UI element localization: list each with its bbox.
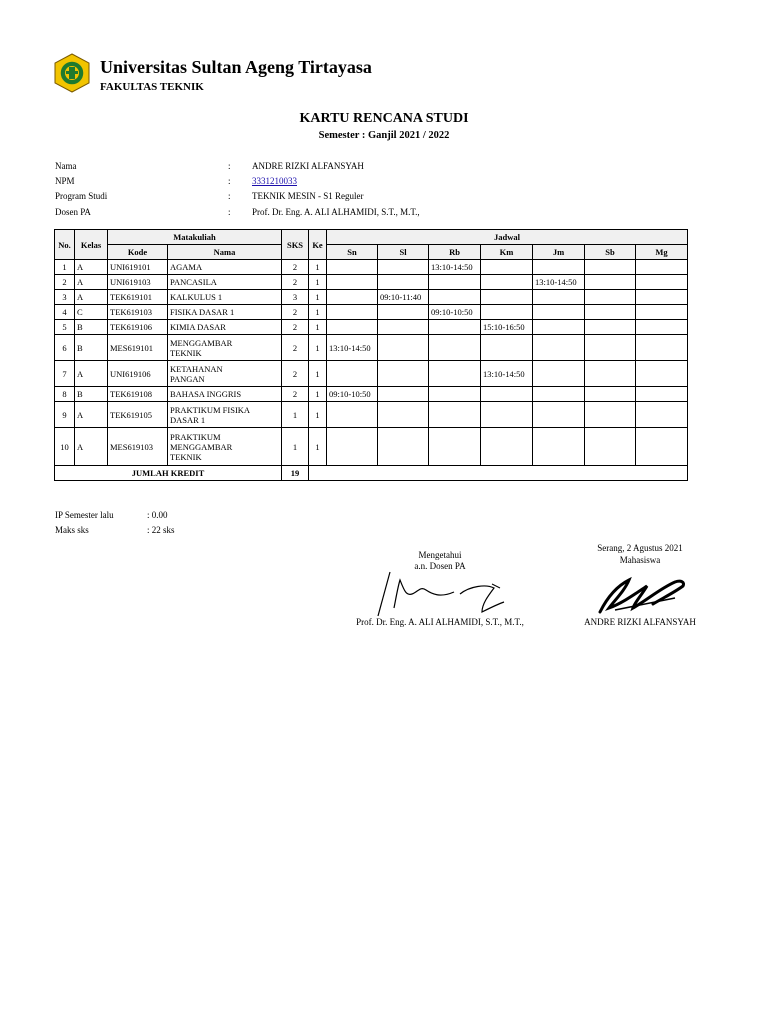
- header-sks: SKS: [282, 230, 309, 260]
- cell-nama: [168, 290, 282, 305]
- table-row: [55, 260, 688, 275]
- course-name-line: PANGAN: [170, 373, 205, 384]
- cell-jadwal: [585, 275, 636, 290]
- sig-right-line2: Mahasiswa: [619, 555, 661, 565]
- cell-jadwal: [481, 275, 533, 290]
- header-kelas: Kelas: [75, 230, 108, 260]
- cell-sks: 2: [282, 320, 309, 335]
- cell-no: 3: [55, 290, 75, 305]
- cell-ke: 1: [309, 402, 327, 428]
- cell-jadwal: [636, 260, 688, 275]
- cell-jadwal: [327, 428, 378, 466]
- cell-jadwal: [327, 361, 378, 387]
- cell-jadwal: [429, 402, 481, 428]
- table-row: [55, 275, 688, 290]
- cell-jadwal: [481, 260, 533, 275]
- cell-jadwal: [378, 320, 429, 335]
- cell-jadwal: [585, 387, 636, 402]
- cell-ke: 1: [309, 361, 327, 387]
- cell-jadwal: [481, 290, 533, 305]
- cell-jadwal: [481, 387, 533, 402]
- header-day: Km: [481, 245, 533, 260]
- cell-nama: [168, 320, 282, 335]
- dosen-pa: Prof. Dr. Eng. A. ALI ALHAMIDI, S.T., M.T.,: [252, 206, 420, 217]
- cell-jadwal: [481, 402, 533, 428]
- cell-ke: 1: [309, 305, 327, 320]
- cell-no: 1: [55, 260, 75, 275]
- header-day: Jm: [533, 245, 585, 260]
- cell-ke: 1: [309, 335, 327, 361]
- cell-jadwal: [636, 402, 688, 428]
- cell-kelas: A: [75, 428, 108, 466]
- table-row: [55, 320, 688, 335]
- total-credit-label: JUMLAH KREDIT: [55, 466, 282, 481]
- table-row: [55, 387, 688, 402]
- cell-kode: TEK619106: [108, 320, 168, 335]
- dosen-signature-icon: [370, 568, 510, 618]
- cell-jadwal: 09:10-11:40: [378, 290, 429, 305]
- course-name-line: DASAR 1: [170, 414, 206, 425]
- cell-jadwal: [636, 361, 688, 387]
- cell-jadwal: [636, 290, 688, 305]
- sig-right-name: ANDRE RIZKI ALFANSYAH: [584, 617, 696, 627]
- table-row: [55, 402, 688, 428]
- cell-jadwal: [429, 428, 481, 466]
- header-day: Mg: [636, 245, 688, 260]
- header-kode: Kode: [108, 245, 168, 260]
- cell-sks: 1: [282, 428, 309, 466]
- cell-jadwal: [585, 260, 636, 275]
- cell-jadwal: [429, 275, 481, 290]
- cell-jadwal: [533, 260, 585, 275]
- cell-jadwal: [585, 335, 636, 361]
- cell-jadwal: [585, 320, 636, 335]
- extra-row-ip: [55, 507, 175, 522]
- course-name-line: BAHASA INGGRIS: [170, 389, 242, 399]
- course-name-line: TEKNIK: [170, 347, 202, 358]
- header-day: Sn: [327, 245, 378, 260]
- cell-ke: 1: [309, 260, 327, 275]
- cell-nama: [168, 275, 282, 290]
- cell-no: 8: [55, 387, 75, 402]
- cell-jadwal: [378, 275, 429, 290]
- student-name: ANDRE RIZKI ALFANSYAH: [252, 160, 364, 171]
- cell-jadwal: [636, 275, 688, 290]
- cell-jadwal: 09:10-10:50: [429, 305, 481, 320]
- table-row: [55, 428, 688, 466]
- cell-jadwal: [327, 320, 378, 335]
- cell-no: 9: [55, 402, 75, 428]
- extra-info: [55, 507, 175, 537]
- cell-sks: 2: [282, 361, 309, 387]
- cell-jadwal: [585, 290, 636, 305]
- cell-jadwal: [636, 320, 688, 335]
- cell-jadwal: [533, 361, 585, 387]
- info-label: NPM: [55, 175, 75, 186]
- cell-kelas: C: [75, 305, 108, 320]
- cell-sks: 2: [282, 335, 309, 361]
- cell-no: 2: [55, 275, 75, 290]
- semester-label: Semester : Ganjil 2021 / 2022: [318, 130, 450, 141]
- course-name-line: MENGGAMBAR: [170, 441, 233, 452]
- cell-sks: 2: [282, 260, 309, 275]
- header-day: Sb: [585, 245, 636, 260]
- document-title: KARTU RENCANA STUDI: [299, 111, 469, 126]
- cell-jadwal: [481, 428, 533, 466]
- cell-jadwal: 13:10-14:50: [533, 275, 585, 290]
- info-colon: :: [228, 160, 231, 171]
- cell-jadwal: [327, 260, 378, 275]
- sig-right-line1: Serang, 2 Agustus 2021: [597, 543, 683, 553]
- cell-kode: TEK619101: [108, 290, 168, 305]
- course-name-line: KETAHANAN: [170, 363, 223, 374]
- cell-jadwal: [429, 387, 481, 402]
- header-jadwal: Jadwal: [327, 230, 688, 245]
- cell-kode: TEK619103: [108, 305, 168, 320]
- course-name-line: MENGGAMBAR: [170, 337, 233, 348]
- cell-nama: [168, 305, 282, 320]
- university-seal-icon: [52, 53, 92, 93]
- cell-sks: 2: [282, 305, 309, 320]
- cell-no: 7: [55, 361, 75, 387]
- cell-kelas: B: [75, 320, 108, 335]
- cell-jadwal: [533, 402, 585, 428]
- cell-jadwal: 09:10-10:50: [327, 387, 378, 402]
- cell-jadwal: [533, 428, 585, 466]
- info-label: Dosen PA: [55, 206, 91, 217]
- cell-nama: [168, 402, 282, 428]
- cell-kode: UNI619106: [108, 361, 168, 387]
- cell-kode: MES619103: [108, 428, 168, 466]
- cell-jadwal: [585, 305, 636, 320]
- cell-jadwal: [378, 387, 429, 402]
- student-signature-icon: [595, 568, 690, 616]
- cell-jadwal: 13:10-14:50: [327, 335, 378, 361]
- cell-jadwal: [327, 290, 378, 305]
- cell-jadwal: [636, 305, 688, 320]
- cell-sks: 3: [282, 290, 309, 305]
- cell-jadwal: [378, 305, 429, 320]
- course-table: [54, 229, 688, 481]
- cell-no: 6: [55, 335, 75, 361]
- cell-jadwal: [533, 290, 585, 305]
- cell-jadwal: [429, 290, 481, 305]
- table-row: [55, 335, 688, 361]
- course-name-line: PRAKTIKUM FISIKA: [170, 404, 251, 415]
- cell-no: 5: [55, 320, 75, 335]
- extra-row-maks: [55, 522, 175, 537]
- cell-sks: 1: [282, 402, 309, 428]
- cell-kode: MES619101: [108, 335, 168, 361]
- cell-kelas: A: [75, 361, 108, 387]
- cell-jadwal: [481, 335, 533, 361]
- cell-kode: UNI619101: [108, 260, 168, 275]
- cell-jadwal: 15:10-16:50: [481, 320, 533, 335]
- sig-left-line1: Mengetahui: [418, 550, 462, 560]
- cell-jadwal: [378, 361, 429, 387]
- cell-kode: UNI619103: [108, 275, 168, 290]
- header-ke: Ke: [309, 230, 327, 260]
- cell-jadwal: [585, 428, 636, 466]
- cell-jadwal: [378, 402, 429, 428]
- faculty-name: FAKULTAS TEKNIK: [100, 81, 204, 93]
- cell-sks: 2: [282, 275, 309, 290]
- cell-kelas: A: [75, 290, 108, 305]
- cell-jadwal: [533, 387, 585, 402]
- cell-jadwal: [533, 320, 585, 335]
- table-row: [55, 361, 688, 387]
- cell-nama: [168, 335, 282, 361]
- table-row: [55, 305, 688, 320]
- npm-link[interactable]: 3331210033: [252, 175, 297, 186]
- cell-jadwal: [378, 260, 429, 275]
- cell-jadwal: [636, 428, 688, 466]
- extra-label: IP Semester lalu: [55, 509, 114, 520]
- course-name-line: PANCASILA: [170, 277, 217, 287]
- info-colon: :: [228, 191, 231, 202]
- info-row-program: [55, 189, 420, 204]
- course-name-line: KALKULUS 1: [170, 292, 223, 302]
- cell-jadwal: [585, 361, 636, 387]
- info-label: Nama: [55, 160, 77, 171]
- cell-kode: TEK619105: [108, 402, 168, 428]
- cell-jadwal: [636, 335, 688, 361]
- cell-no: 10: [55, 428, 75, 466]
- cell-nama: [168, 260, 282, 275]
- header-day: Rb: [429, 245, 481, 260]
- info-row-dosen: [55, 204, 420, 219]
- extra-value: : 22 sks: [147, 524, 175, 535]
- university-name: Universitas Sultan Ageng Tirtayasa: [100, 57, 372, 77]
- cell-kelas: A: [75, 402, 108, 428]
- extra-label: Maks sks: [55, 524, 89, 535]
- info-row-nama: [55, 158, 420, 173]
- cell-jadwal: [429, 335, 481, 361]
- table-row: [55, 290, 688, 305]
- cell-nama: [168, 428, 282, 466]
- program-studi: TEKNIK MESIN - S1 Reguler: [252, 191, 364, 202]
- cell-jadwal: [481, 305, 533, 320]
- cell-jadwal: [533, 305, 585, 320]
- cell-jadwal: [585, 402, 636, 428]
- cell-jadwal: [429, 361, 481, 387]
- header-matakuliah: Matakuliah: [108, 230, 282, 245]
- cell-jadwal: [378, 335, 429, 361]
- cell-jadwal: [327, 402, 378, 428]
- cell-jadwal: [636, 387, 688, 402]
- student-info: [55, 158, 420, 219]
- cell-sks: 2: [282, 387, 309, 402]
- sig-left-name: Prof. Dr. Eng. A. ALI ALHAMIDI, S.T., M.T.,: [356, 617, 524, 627]
- course-table-body: [55, 260, 688, 466]
- info-row-npm: [55, 173, 420, 188]
- cell-ke: 1: [309, 387, 327, 402]
- course-name-line: AGAMA: [170, 262, 203, 272]
- cell-kode: TEK619108: [108, 387, 168, 402]
- cell-nama: [168, 361, 282, 387]
- course-name-line: TEKNIK: [170, 451, 202, 462]
- cell-ke: 1: [309, 428, 327, 466]
- cell-kelas: A: [75, 260, 108, 275]
- cell-jadwal: [378, 428, 429, 466]
- info-colon: :: [228, 206, 231, 217]
- cell-kelas: B: [75, 335, 108, 361]
- cell-jadwal: 13:10-14:50: [481, 361, 533, 387]
- cell-jadwal: [327, 275, 378, 290]
- cell-ke: 1: [309, 290, 327, 305]
- info-label: Program Studi: [55, 191, 108, 202]
- extra-value: : 0.00: [147, 509, 168, 520]
- cell-kelas: A: [75, 275, 108, 290]
- cell-ke: 1: [309, 320, 327, 335]
- course-name-line: PRAKTIKUM: [170, 431, 221, 442]
- header-nama: Nama: [168, 245, 282, 260]
- cell-jadwal: 13:10-14:50: [429, 260, 481, 275]
- total-empty-cell: [309, 466, 688, 481]
- course-name-line: FISIKA DASAR 1: [170, 307, 235, 317]
- cell-nama: [168, 387, 282, 402]
- cell-jadwal: [533, 335, 585, 361]
- cell-ke: 1: [309, 275, 327, 290]
- cell-kelas: B: [75, 387, 108, 402]
- info-colon: :: [228, 175, 231, 186]
- course-name-line: KIMIA DASAR: [170, 322, 226, 332]
- cell-jadwal: [429, 320, 481, 335]
- header-no: No.: [55, 230, 75, 260]
- sig-left-line2: a.n. Dosen PA: [414, 561, 466, 571]
- cell-no: 4: [55, 305, 75, 320]
- cell-jadwal: [327, 305, 378, 320]
- header-day: Sl: [378, 245, 429, 260]
- total-credit-value: 19: [282, 466, 309, 481]
